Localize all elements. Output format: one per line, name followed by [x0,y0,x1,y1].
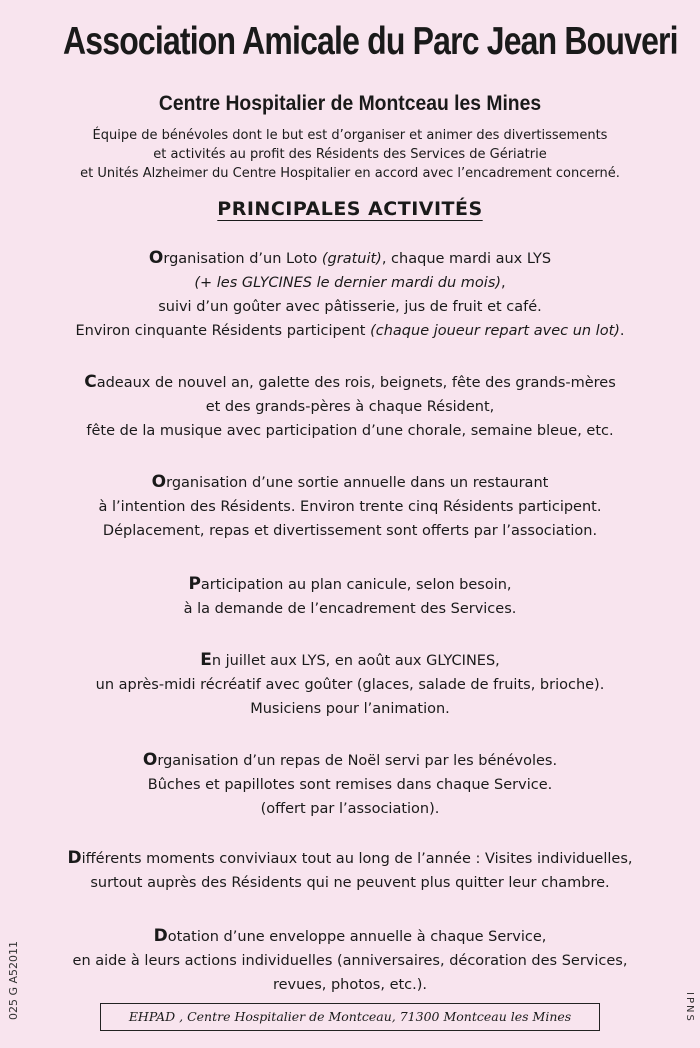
association-title: Association Amicale du Parc Jean Bouveri [63,20,678,63]
activity-line [0,673,700,697]
activity-initial: O [148,248,164,268]
activity-initial: O [142,750,158,770]
activity-line [0,797,700,821]
activity-text: surtout auprès des Résidents qui ne peuvent plus quitter leur chambre. [90,875,610,891]
activity-initial: D [67,848,82,868]
activity-text: rganisation d’un repas de Noël servi par les bénévoles. [157,753,558,769]
activity-paragraph [0,470,700,543]
ipns-mark: IPNS [684,992,695,1023]
activity-line [0,949,700,973]
activity-text: rganisation d’une sortie annuelle dans un restaurant [166,475,549,491]
activity-line [0,846,700,871]
activity-paragraph [0,748,700,821]
activity-text: revues, photos, etc.). [272,977,428,993]
activity-line [0,871,700,895]
activity-text: Bûches et papillotes sont remises dans chaque Service. [147,777,553,793]
activity-initial: C [84,372,97,392]
activity-italic-text: (+ les GLYCINES le dernier mardi du mois) [194,275,502,291]
intro-paragraph [0,126,700,183]
activity-italic-text: (gratuit) [321,251,382,267]
activity-text: en aide à leurs actions individuelles (anniversaires, décoration des Services, [72,953,628,969]
activity-text: , chaque mardi aux LYS [381,251,552,267]
activity-initial: D [153,926,168,946]
activity-paragraph [0,572,700,621]
activity-text: articipation au plan canicule, selon besoin, [200,577,512,593]
activity-italic-text: (chaque joueur repart avec un lot) [370,323,620,339]
activity-initial: E [200,650,212,670]
activity-line [0,370,700,395]
activity-line [0,973,700,997]
activity-line [0,773,700,797]
activity-text: rganisation d’un Loto [163,251,322,267]
activity-text: otation d’une enveloppe annuelle à chaque Service, [167,929,547,945]
activity-text: à la demande de l’encadrement des Services. [183,601,517,617]
activity-text: (offert par l’association). [260,801,440,817]
activity-text: Musiciens pour l’animation. [250,701,450,717]
hospital-subtitle: Centre Hospitalier de Montceau les Mines [158,92,542,115]
activity-text: fête de la musique avec participation d’une chorale, semaine bleue, etc. [86,423,614,439]
activity-text: un après-midi récréatif avec goûter (glaces, salade de fruits, brioche). [95,677,605,693]
activity-line [0,748,700,773]
activity-text: . [619,323,625,339]
section-title: PRINCIPALES ACTIVITÉS [217,198,483,220]
activity-paragraph [0,246,700,343]
activity-text: n juillet aux LYS, en août aux GLYCINES, [211,653,500,669]
activity-text: à l’intention des Résidents. Environ trente cinq Résidents participent. [98,499,602,515]
activity-initial: P [188,574,201,594]
activity-line [0,295,700,319]
intro-line: Équipe de bénévoles dont le but est d’organiser et animer des divertissements [92,128,608,143]
activity-line [0,271,700,295]
activity-line [0,597,700,621]
activity-line [0,648,700,673]
footer-address: EHPAD , Centre Hospitalier de Montceau, 71300 Montceau les Mines [100,1003,600,1031]
activity-line [0,419,700,443]
activity-text: , [501,275,506,291]
activity-text: Environ cinquante Résidents participent [75,323,371,339]
activity-paragraph [0,648,700,721]
activity-line [0,470,700,495]
activity-line [0,697,700,721]
activity-line [0,572,700,597]
activity-line [0,246,700,271]
intro-line: et activités au profit des Résidents des Services de Gériatrie [153,147,547,162]
activity-text: adeaux de nouvel an, galette des rois, beignets, fête des grands-mères [96,375,616,391]
intro-line: et Unités Alzheimer du Centre Hospitalier en accord avec l’encadrement concerné. [80,166,620,181]
activity-text: Déplacement, repas et divertissement sont offerts par l’association. [102,523,598,539]
activity-text: suivi d’un goûter avec pâtisserie, jus de fruit et café. [158,299,542,315]
activity-paragraph [0,846,700,895]
activity-paragraph [0,370,700,443]
print-code: 025 G A52011 [7,940,20,1020]
activity-line [0,395,700,419]
activity-line [0,495,700,519]
activity-line [0,319,700,343]
activity-line [0,519,700,543]
activity-line [0,924,700,949]
activity-paragraph [0,924,700,997]
activity-text: ifférents moments conviviaux tout au long de l’année : Visites individuelles, [81,851,633,867]
activity-initial: O [151,472,167,492]
activity-text: et des grands-pères à chaque Résident, [205,399,495,415]
